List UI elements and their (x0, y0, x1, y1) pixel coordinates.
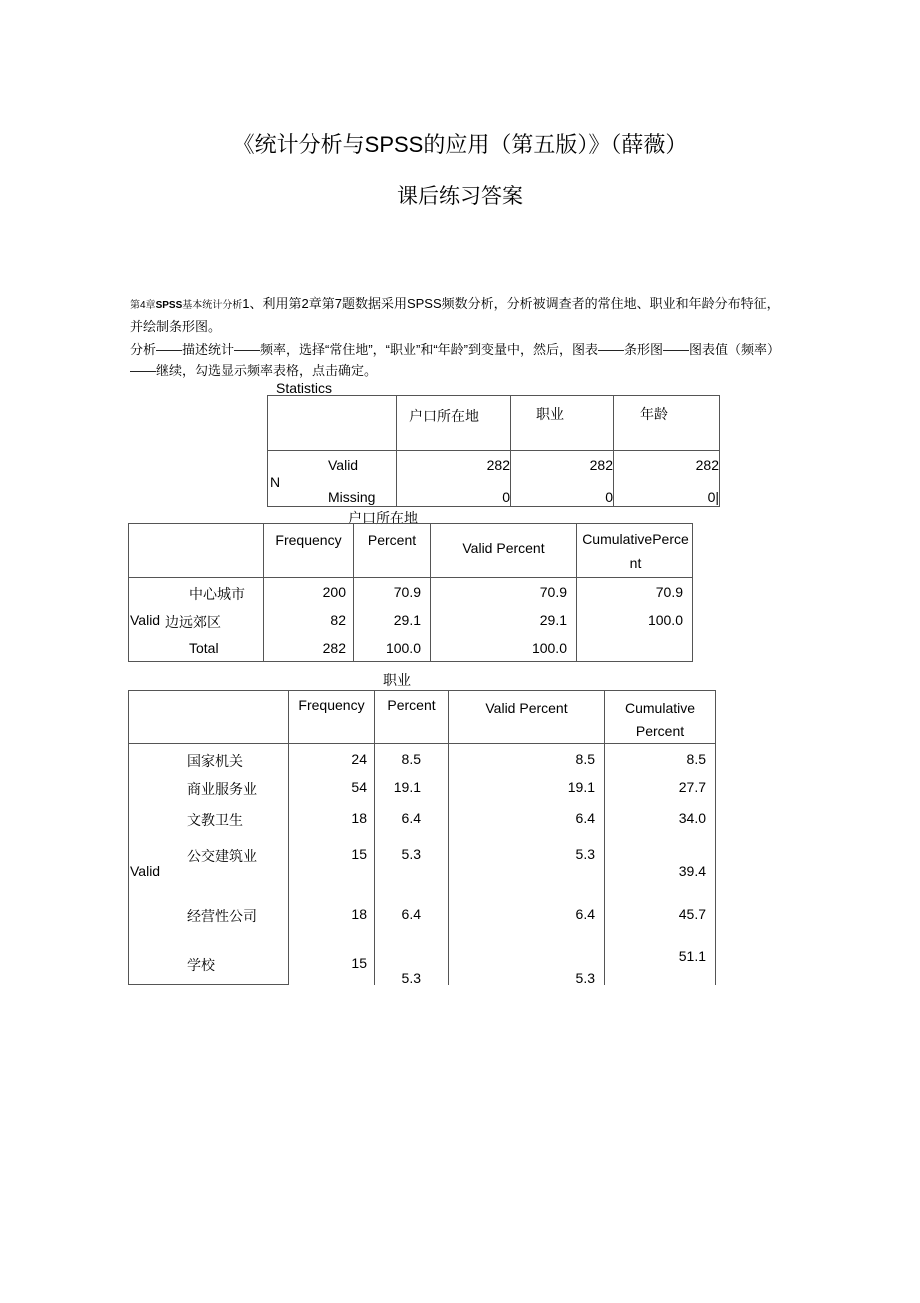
cell-value: 5.3 (575, 846, 595, 862)
cell-value: 5.3 (401, 846, 421, 862)
hukou-frequency-table (128, 523, 693, 662)
cell-value: 100.0 (647, 612, 683, 628)
row-label: 边远郊区 (165, 614, 221, 630)
cell-value: 282 (486, 457, 510, 473)
row-label: Total (189, 640, 219, 656)
cell-value: 6.4 (575, 906, 595, 922)
cell-value: 8.5 (686, 751, 706, 767)
column-header: 年龄 (614, 396, 720, 451)
question-paragraph (130, 293, 790, 337)
row-header-group (129, 578, 264, 662)
cell-value: 6.4 (401, 906, 421, 922)
table-cell (605, 744, 716, 985)
cell-value: 0 (502, 489, 510, 505)
cell-value: 5.3 (575, 970, 595, 986)
row-label: 国家机关 (187, 753, 243, 769)
job-frequency-table (128, 690, 716, 985)
cell-value: 70.9 (655, 584, 683, 600)
row-label: 中心城市 (189, 586, 245, 602)
table-cell (577, 578, 693, 662)
row-group-label: N (270, 474, 281, 490)
row-label: Valid (328, 457, 359, 473)
column-header: Frequency (264, 524, 354, 578)
column-header: CumulativePercent (577, 524, 693, 578)
statistics-caption: Statistics (276, 380, 333, 396)
table-cell (431, 578, 577, 662)
row-label: 商业服务业 (187, 781, 257, 797)
row-header-group (129, 744, 289, 985)
row-label: 文教卫生 (187, 812, 243, 828)
row-label: Missing (328, 489, 376, 505)
table-cell (264, 578, 354, 662)
row-group-label: Valid (130, 863, 161, 879)
cell-value: 18 (351, 906, 367, 922)
table-cell (449, 744, 605, 985)
document-subtitle: 课后练习答案 (397, 185, 523, 208)
chapter-suffix: 基本统计分析 (182, 300, 243, 311)
table-cell (511, 451, 614, 507)
cell-value: 82 (330, 612, 346, 628)
answer-paragraph: 分析——描述统计——频率，选择“常住地”，“职业”和“年龄”到变量中，然后，图表——条形图——图表值（频率）——继续，勾选显示频率表格，点击确定。 (130, 342, 780, 378)
cell-value: 8.5 (401, 751, 421, 767)
job-caption: 职业 (383, 672, 411, 688)
cell-value: 0 (605, 489, 613, 505)
column-header: Valid Percent (431, 524, 577, 578)
cell-value: 0| (707, 489, 719, 505)
row-label: 学校 (187, 957, 215, 973)
table-cell (354, 578, 431, 662)
cell-value: 54 (351, 779, 367, 795)
cell-value: 282 (695, 457, 719, 473)
cell-value: 6.4 (401, 810, 421, 826)
cell-value: 70.9 (539, 584, 567, 600)
column-header: 户口所在地 (397, 396, 511, 451)
cell-value: 51.1 (678, 948, 706, 964)
cell-value: 6.4 (575, 810, 595, 826)
table-corner (129, 691, 289, 744)
cell-value: 5.3 (401, 970, 421, 986)
hukou-caption: 户口所在地 (348, 510, 418, 526)
column-header: Cumulative Percent (605, 691, 716, 744)
cell-value: 19.1 (393, 779, 421, 795)
statistics-table (267, 395, 720, 507)
table-corner (268, 396, 397, 451)
cell-value: 70.9 (393, 584, 421, 600)
cell-value: 19.1 (567, 779, 595, 795)
cell-value: 200 (322, 584, 346, 600)
chapter-strong: SPSS (155, 300, 183, 311)
cell-value: 34.0 (678, 810, 706, 826)
column-header: Frequency (289, 691, 375, 744)
cell-value: 282 (589, 457, 613, 473)
question-text: 1、利用第2章第7题数据采用SPSS频数分析，分析被调查者的常住地、职业和年龄分布特征，并绘制条形图。 (130, 296, 780, 334)
table-cell (289, 744, 375, 985)
row-label: 公交建筑业 (187, 848, 257, 864)
cell-value: 29.1 (393, 612, 421, 628)
column-header: Percent (375, 691, 449, 744)
cell-value: 27.7 (678, 779, 706, 795)
cell-value: 282 (322, 640, 346, 656)
cell-value: 15 (351, 846, 367, 862)
table-cell (375, 744, 449, 985)
cell-value: 100.0 (531, 640, 567, 656)
cell-value: 29.1 (539, 612, 567, 628)
table-corner (129, 524, 264, 578)
column-header: Percent (354, 524, 431, 578)
cell-value: 100.0 (385, 640, 421, 656)
row-group-label: Valid (130, 612, 161, 628)
cell-value: 18 (351, 810, 367, 826)
chapter-prefix: 第4章 (130, 300, 156, 311)
cell-value: 45.7 (678, 906, 706, 922)
cell-value: 15 (351, 955, 367, 971)
cell-value: 39.4 (678, 863, 706, 879)
column-header: Valid Percent (449, 691, 605, 744)
row-label: 经营性公司 (187, 908, 257, 924)
cell-value: 8.5 (575, 751, 595, 767)
table-cell (614, 451, 720, 507)
row-header-group (268, 451, 397, 507)
document-title: 《统计分析与SPSS的应用（第五版）》（薛薇） (232, 132, 688, 157)
column-header: 职业 (511, 396, 614, 451)
cell-value: 24 (351, 751, 367, 767)
table-cell (397, 451, 511, 507)
